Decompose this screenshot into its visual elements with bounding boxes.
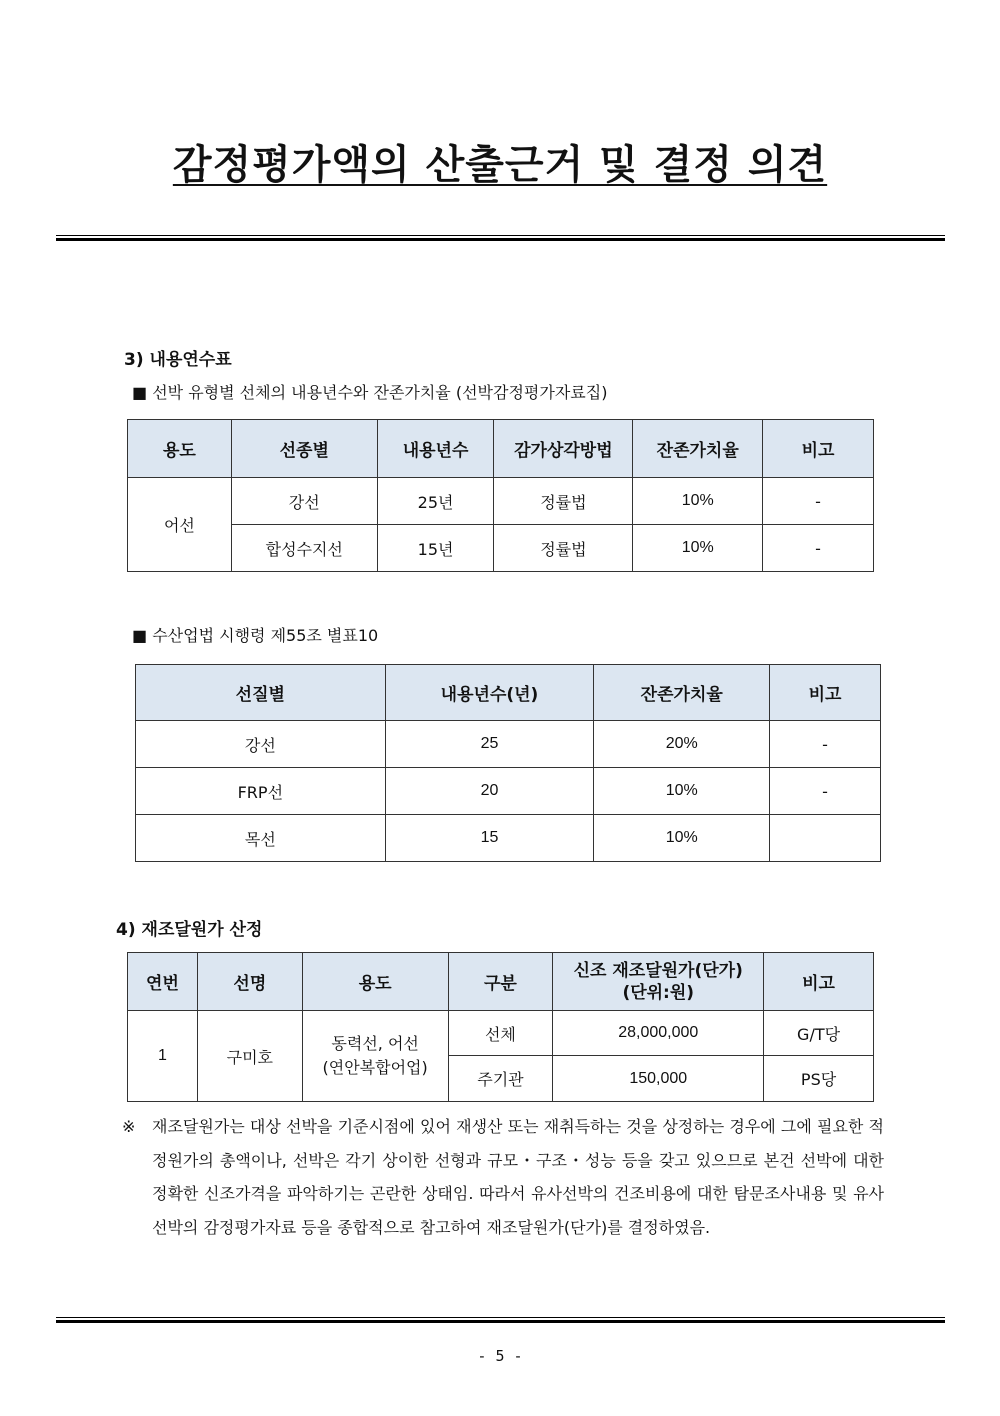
header-cell: 비고 xyxy=(770,665,881,721)
table-cell: 15 xyxy=(385,815,594,862)
use-line2: (연안복합어업) xyxy=(322,1058,428,1077)
table-cell: - xyxy=(763,525,874,572)
bullet-fisheries-act: ■ 수산업법 시행령 제55조 별표10 xyxy=(132,626,379,645)
table-cell: 10% xyxy=(633,525,763,572)
use-line1: 동력선, 어선 xyxy=(331,1034,419,1053)
table-cell: 28,000,000 xyxy=(553,1011,764,1056)
replacement-cost-table xyxy=(127,952,874,1102)
header-divider xyxy=(56,235,945,241)
table-cell: 20 xyxy=(385,768,594,815)
table-cell: 10% xyxy=(633,478,763,525)
note-text: 재조달원가는 대상 선박을 기준시점에 있어 재생산 또는 재취득하는 것을 상정하는 경우에 그에 필요한 적정원가의 총액이나, 선박은 각기 상이한 선형과 규모・구조・성능 등을 갖고 있으므로 본건 선박에 대한 정확한 신조가격을 파악하기는 곤란한 상태임. 따라서 유사선박의 건조비용에 대한 탐문조사내용 및 유사 선박의 감정평가자료 등을 종합적으로 참고하여 재조달원가(단가)를 결정하였음. xyxy=(152,1117,884,1237)
page-number: - 5 - xyxy=(477,1347,523,1365)
header-cell: 연번 xyxy=(128,953,198,1011)
table-cell: - xyxy=(763,478,874,525)
table-cell: - xyxy=(770,721,881,768)
table-row xyxy=(136,721,881,768)
table-cell: PS당 xyxy=(764,1056,874,1102)
table-row xyxy=(128,1011,874,1056)
header-cell: 선질별 xyxy=(136,665,386,721)
table-row xyxy=(136,768,881,815)
reference-mark: ※ xyxy=(122,1117,136,1136)
header-cost-line1: 신조 재조달원가(단가) xyxy=(573,960,743,981)
lifespan-table xyxy=(127,419,874,572)
header-cost-unit: (단위:원) xyxy=(622,982,695,1003)
header-cell: 구분 xyxy=(448,953,553,1011)
header-cell: 감가상각방법 xyxy=(494,420,633,478)
table-cell: - xyxy=(770,768,881,815)
table-cell: 10% xyxy=(594,815,770,862)
table-cell: 강선 xyxy=(231,478,377,525)
header-cell: 내용년수 xyxy=(377,420,494,478)
header-cell: 내용년수(년) xyxy=(385,665,594,721)
table-cell: 구미호 xyxy=(197,1011,302,1102)
table-cell: 150,000 xyxy=(553,1056,764,1102)
table-cell: FRP선 xyxy=(136,768,386,815)
header-cell: 용도 xyxy=(128,420,232,478)
table-cell xyxy=(770,815,881,862)
table-cell-use xyxy=(302,1011,448,1102)
footer-divider xyxy=(56,1317,945,1323)
table-cell: 20% xyxy=(594,721,770,768)
header-cell: 비고 xyxy=(764,953,874,1011)
table-cell: 정률법 xyxy=(494,525,633,572)
header-cell: 선종별 xyxy=(231,420,377,478)
header-cell: 용도 xyxy=(302,953,448,1011)
table-cell: 25 xyxy=(385,721,594,768)
section-4-heading: 4) 재조달원가 산정 xyxy=(116,920,263,940)
table-cell: 주기관 xyxy=(448,1056,553,1102)
table-row xyxy=(136,815,881,862)
note-paragraph xyxy=(122,1110,884,1244)
table-cell: 강선 xyxy=(136,721,386,768)
header-cell: 잔존가치율 xyxy=(633,420,763,478)
header-cell: 비고 xyxy=(763,420,874,478)
header-cell: 잔존가치율 xyxy=(594,665,770,721)
table-cell: G/T당 xyxy=(764,1011,874,1056)
table-row xyxy=(128,478,874,525)
table-cell: 1 xyxy=(128,1011,198,1102)
table-row xyxy=(128,525,874,572)
bullet-vessel-lifespan: ■ 선박 유형별 선체의 내용년수와 잔존가치율 (선박감정평가자료집) xyxy=(132,383,608,402)
table-cell: 목선 xyxy=(136,815,386,862)
table-cell: 10% xyxy=(594,768,770,815)
hull-material-table xyxy=(135,664,881,862)
header-cell-cost xyxy=(553,953,764,1011)
table-cell: 선체 xyxy=(448,1011,553,1056)
table-cell: 25년 xyxy=(377,478,494,525)
header-cell: 선명 xyxy=(197,953,302,1011)
table-cell: 어선 xyxy=(128,478,232,572)
table-cell: 15년 xyxy=(377,525,494,572)
table-cell: 합성수지선 xyxy=(231,525,377,572)
section-3-heading: 3) 내용연수표 xyxy=(124,350,232,370)
page-title: 감정평가액의 산출근거 및 결정 의견 xyxy=(172,142,828,188)
table-cell: 정률법 xyxy=(494,478,633,525)
